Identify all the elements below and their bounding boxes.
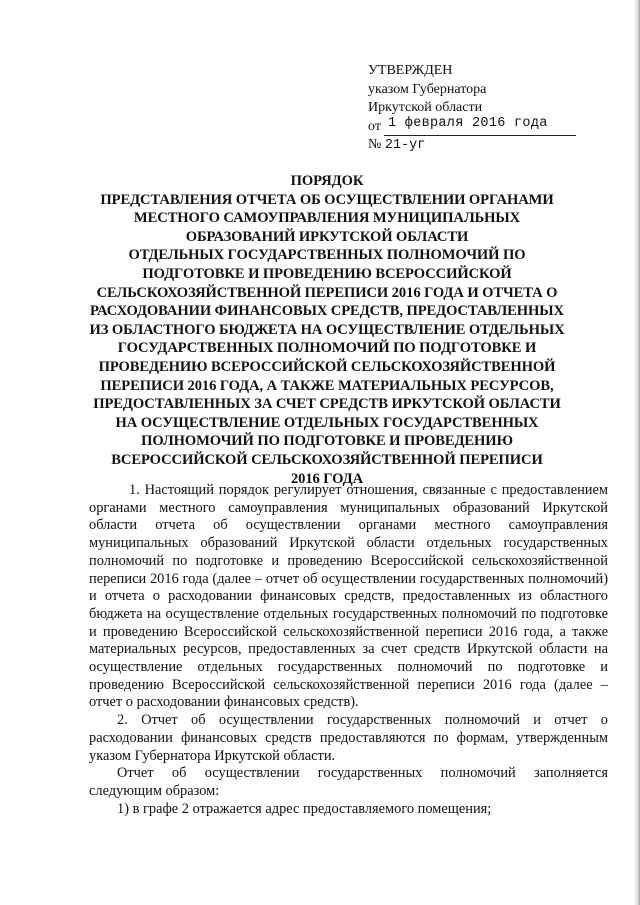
title-line: ПЕРЕПИСИ 2016 ГОДА, А ТАКЖЕ МАТЕРИАЛЬНЫХ РЕСУРСОВ, [100,377,554,394]
title-line: ПРЕДОСТАВЛЕННЫХ ЗА СЧЕТ СРЕДСТВ ИРКУТСКОЙ ОБЛАСТИ [93,396,561,413]
approval-line-2: Иркутской области [368,100,483,115]
approval-number-value: 21-уг [384,138,426,153]
paragraph-2: 2. Отчет об осуществлении государственных полномочий и отчет о расходовании финансовых средств предоставляются по формам, утвержденным указом Губернатора Иркутской области. [89,712,608,764]
title-line: МЕСТНОГО САМОУПРАВЛЕНИЯ МУНИЦИПАЛЬНЫХ [133,210,521,227]
paragraph-1: 1. Настоящий порядок регулирует отношения, связанные с предоставлением органами местного самоуправления муниципальных образований Иркутской области отчета об осуществлении органами местного самоуправления муниципальных образований Иркутской области отдельных государственных полномочий по подготовке и проведению Всероссийской сельскохозяйственной переписи 2016 года (далее – отчет об осуществлении государственных полномочий) и отчета о расходовании финансовых средств, предоставленных из областного бюджета на осуществление отдельных государственных полномочий по подготовке и проведению Всероссийской сельскохозяйственной переписи 2016 года, а также материальных ресурсов, предоставленных за счет средств Иркутской области на осуществление отдельных государственных полномочий по подготовке и проведению Всероссийской сельскохозяйственной переписи 2016 года (далее – отчет о расходовании финансовых средств). [89,482,608,711]
title-line: ВСЕРОССИЙСКОЙ СЕЛЬСКОХОЗЯЙСТВЕННОЙ ПЕРЕПИСИ [111,451,543,468]
title-line: ИЗ ОБЛАСТНОГО БЮДЖЕТА НА ОСУЩЕСТВЛЕНИЕ ОТДЕЛЬНЫХ [89,321,565,338]
approval-stamp-block [368,62,628,154]
title-line: ПОРЯДОК [290,173,364,189]
approval-number-row [368,136,628,154]
title-line: ГОСУДАРСТВЕННЫХ ПОЛНОМОЧИЙ ПО ПОДГОТОВКЕ И [117,340,537,357]
paragraph-3: Отчет об осуществлении государственных полномочий заполняется следующим образом: [89,765,608,799]
title-line: ОБРАЗОВАНИЙ ИРКУТСКОЙ ОБЛАСТИ [185,228,469,245]
title-line: НА ОСУЩЕСТВЛЕНИЕ ОТДЕЛЬНЫХ ГОСУДАРСТВЕННЫХ [115,414,539,431]
document-title [80,172,574,488]
approval-date-prefix: от [368,118,381,134]
title-line: ПРЕДСТАВЛЕНИЯ ОТЧЕТА ОБ ОСУЩЕСТВЛЕНИИ ОРГАНАМИ [100,191,554,208]
approval-line-1: указом Губернатора [368,81,487,97]
approval-date-row [368,115,628,137]
title-line: РАСХОДОВАНИИ ФИНАНСОВЫХ СРЕДСТВ, ПРЕДОСТАВЛЕННЫХ [90,303,564,320]
approval-date-value: 1 февраля 2016 года [388,115,548,131]
paragraph-4: 1) в графе 2 отражается адрес предоставляемого помещения; [117,800,492,817]
title-line: 2016 ГОДА [290,470,364,487]
title-line: СЕЛЬСКОХОЗЯЙСТВЕННОЙ ПЕРЕПИСИ 2016 ГОДА И ОТЧЕТА О [96,284,558,301]
title-line: ПРОВЕДЕНИЮ ВСЕРОССИЙСКОЙ СЕЛЬСКОХОЗЯЙСТВЕННОЙ [98,358,556,375]
approval-heading: УТВЕРЖДЕН [368,63,453,78]
title-line: ОТДЕЛЬНЫХ ГОСУДАРСТВЕННЫХ ПОЛНОМОЧИЙ ПО [128,247,526,264]
title-line: ПОЛНОМОЧИЙ ПО ПОДГОТОВКЕ И ПРОВЕДЕНИЮ [141,433,513,450]
scan-edge-shadow [634,0,640,905]
title-line: ПОДГОТОВКЕ И ПРОВЕДЕНИЮ ВСЕРОССИЙСКОЙ [142,265,512,282]
document-body [89,482,608,818]
approval-number-prefix: № [368,137,382,152]
